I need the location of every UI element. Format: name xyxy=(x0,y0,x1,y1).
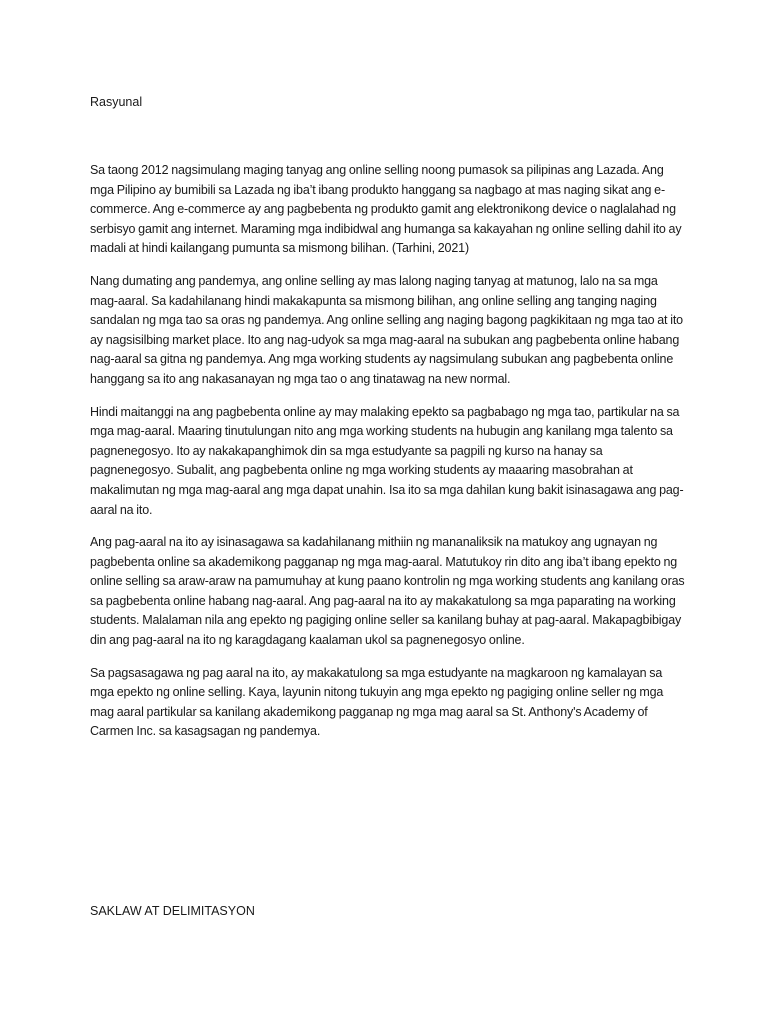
paragraph: Sa pagsasagawa ng pag aaral na ito, ay makakatulong sa mga estudyante na magkaroon ng kamalayan sa mga epekto ng online selling. Kaya, layunin nitong tukuyin ang mga epekto ng pagiging online seller ng mga mag aaral partikular sa kanilang akademikong pagganap ng mga mag aaral sa St. Anthony's Academy of Carmen Inc. sa kasagsagan ng pandemya. xyxy=(90,665,664,739)
paragraph: Sa taong 2012 nagsimulang maging tanyag ang online selling noong pumasok sa pilipinas ang Lazada. Ang mga Pilipino ay bumibili sa Lazada ng iba’t ibang produkto hanggang sa nagbago at mas naging sikat ang e-commerce. Ang e-commerce ay ang pagbebenta ng produkto gamit ang elektronikong device o naglalahad ng serbisyo gamit ang internet. Maraming mga indibidwal ang humanga sa kakayahan ng online selling dahil ito ay madali at hindi kailangang pumunta sa mismong bilihan. (Tarhini, 2021) xyxy=(90,163,682,256)
section-heading-saklaw: SAKLAW AT DELIMITASYON xyxy=(90,904,255,918)
document-body xyxy=(90,161,685,755)
heading-rasyunal: Rasyunal xyxy=(90,95,143,109)
paragraph: Ang pag-aaral na ito ay isinasagawa sa kadahilanang mithiin ng mananaliksik na matukoy ang ugnayan ng pagbebenta online sa akademikong pagganap ng mga mag-aaral. Matutukoy rin dito ang iba’t ibang epekto ng online selling sa araw-araw na pamumuhay at kung paano kontrolin ng mga working students ang kanilang oras sa pagbebenta online habang nag-aaral. Ang pag-aaral na ito ay makakatulong sa mga paparating na working students. Malalaman nila ang epekto ng pagiging online seller sa kanilang buhay at pag-aaral. Makapagbibigay din ang pag-aaral na ito ng karagdagang kaalaman ukol sa pagnenegosyo online. xyxy=(90,535,685,648)
paragraph: Hindi maitanggi na ang pagbebenta online ay may malaking epekto sa pagbabago ng mga tao, partikular na sa mga mag-aaral. Maaring tinutulungan nito ang mga working students na hubugin ang kanilang mga talento sa pagnenegosyo. Ito ay nakakapanghimok din sa mga estudyante sa pagpili ng kurso na hanay sa pagnenegosyo. Subalit, ang pagbebenta online ng mga working students ay maaaring masobrahan at makalimutan ng mga mag-aaral ang mga dapat unahin. Isa ito sa mga dahilan kung bakit isinasagawa ang pag-aaral na ito. xyxy=(90,404,684,517)
paragraph: Nang dumating ang pandemya, ang online selling ay mas lalong naging tanyag at matunog, lalo na sa mga mag-aaral. Sa kadahilanang hindi makakapunta sa mismong bilihan, ang online selling ang tanging naging sandalan ng mga tao sa oras ng pandemya. Ang online selling ang naging bagong pagkikitaan ng mga tao at ito ay nagsisilbing market place. Ito ang nag-udyok sa mga mag-aaral na subukan ang pagbebenta online habang nag-aaral sa gitna ng pandemya. Ang mga working students ay nagsimulang subukan ang pagbebenta online hanggang sa ito ang nakasanayan ng mga tao o ang tinatawag na new normal. xyxy=(90,273,683,386)
